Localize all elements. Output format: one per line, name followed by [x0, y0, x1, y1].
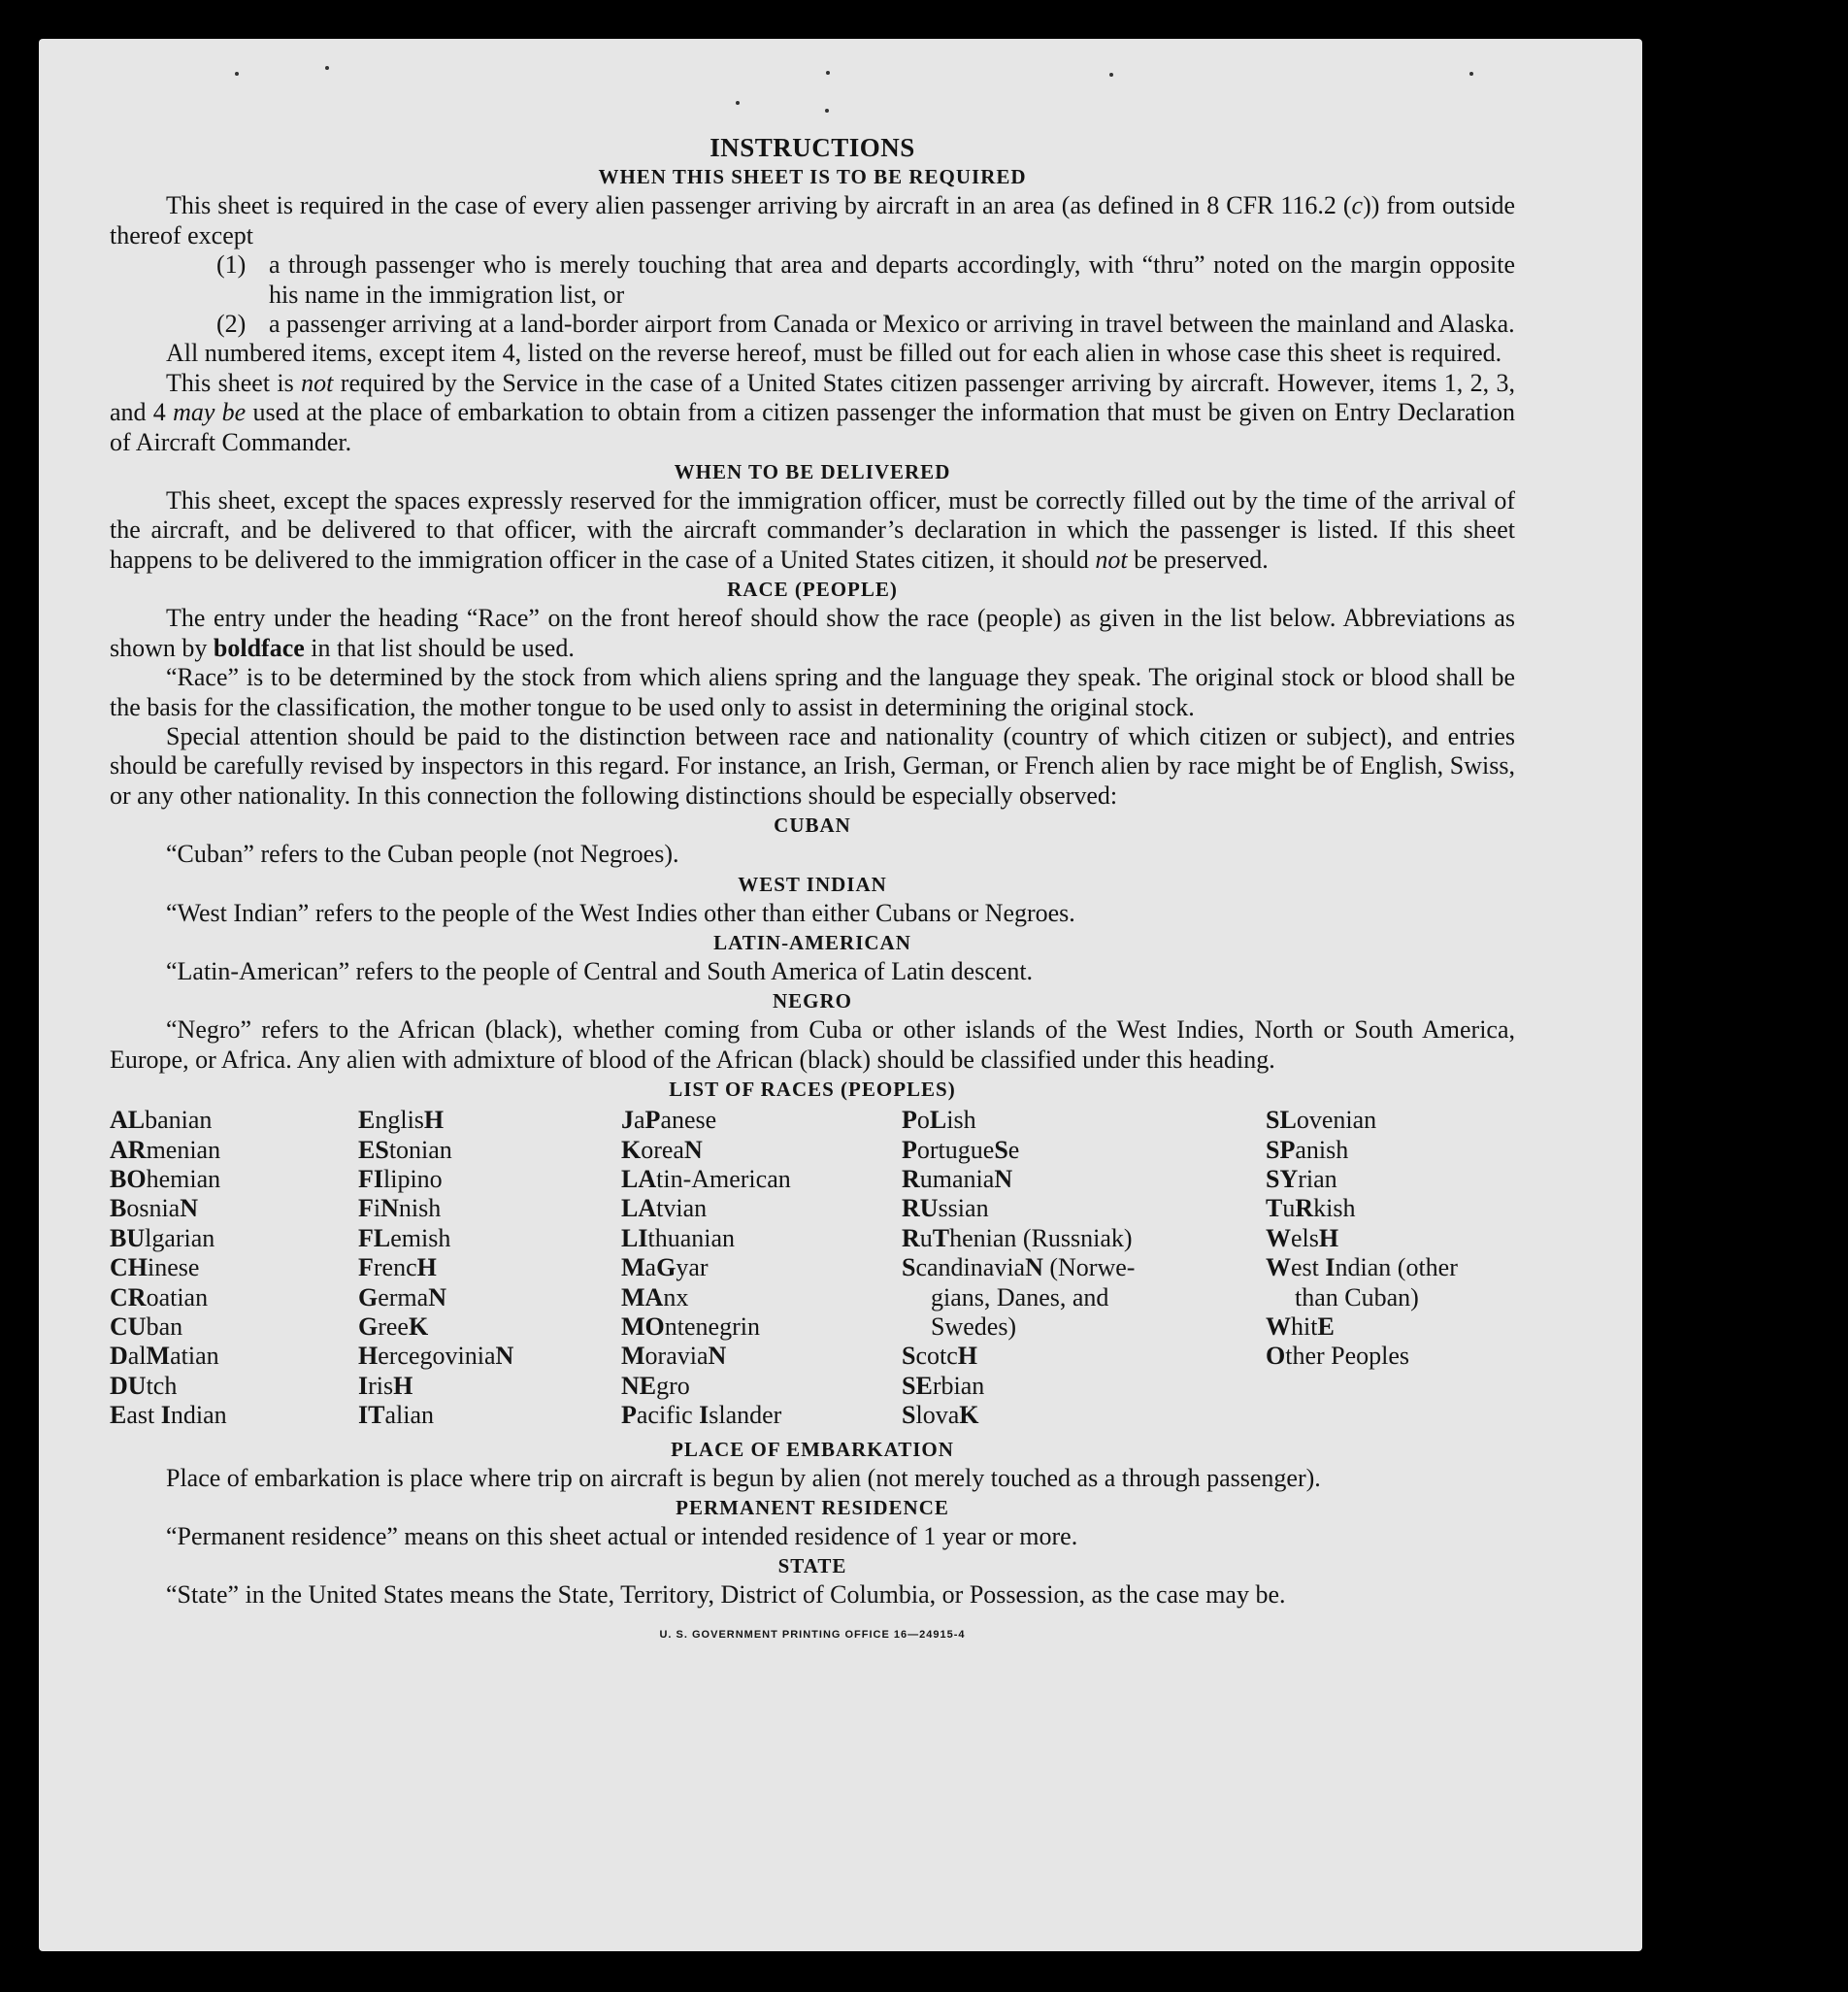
race-entry: BosniaN: [110, 1194, 199, 1223]
race-entry: RumaniaN: [902, 1164, 1013, 1193]
races-column: [902, 1106, 1266, 1430]
race-entry: PortugueSe: [902, 1135, 1020, 1164]
race-entry: WelsH: [1266, 1223, 1339, 1252]
race-entry: PoLish: [902, 1106, 976, 1135]
race-entry: DUtch: [110, 1371, 178, 1400]
race-entry: JaPanese: [621, 1106, 717, 1135]
race-entry: MAnx: [621, 1282, 689, 1311]
race-entry: SErbian: [902, 1371, 985, 1400]
race-entry: CHinese: [110, 1253, 200, 1282]
speck: [825, 109, 829, 113]
race-entry: SlovaK: [902, 1401, 979, 1430]
residence-text: “Permanent residence” means on this sheet actual or intended residence of 1 year or more.: [166, 1522, 1078, 1551]
document-body: [110, 133, 1515, 1649]
race-entry: IrisH: [358, 1371, 413, 1400]
race-nationality-text: Special attention should be paid to the distinction between race and nationality (country of which citizen or subject), and entries should be carefully revised by inspectors in this regard. For instance, an Irish, German, or French alien by race might be of English, Swiss, or any other nationality. In this connection the following distinctions should be especially observed:: [110, 721, 1515, 810]
heading-residence: PERMANENT RESIDENCE: [676, 1496, 949, 1520]
heading-state: STATE: [777, 1554, 847, 1578]
race-entry: ARmenian: [110, 1135, 221, 1164]
item-number: (1): [216, 250, 247, 280]
west-indian-text: “West Indian” refers to the people of the West Indies other than either Cubans or Negroes.: [166, 898, 1075, 927]
required-citizen-note: This sheet is not required by the Service in the case of a United States citizen passenger arriving by aircraft. However, items 1, 2, 3, and 4 may be used at the place of embarkation to obtain from a citizen passenger the information that must be given on Entry Declaration of Aircraft Commander.: [110, 368, 1515, 456]
race-entry: Other Peoples: [1266, 1342, 1410, 1371]
printer-imprint: U. S. GOVERNMENT PRINTING OFFICE 16—24915-4: [659, 1628, 966, 1641]
race-entry: FrencH: [358, 1253, 437, 1282]
speck: [1469, 72, 1473, 76]
heading-required: WHEN THIS SHEET IS TO BE REQUIRED: [598, 165, 1027, 189]
latin-american-text: “Latin-American” refers to the people of Central and South America of Latin descent.: [166, 956, 1034, 985]
race-entry: GreeK: [358, 1312, 429, 1341]
races-list: [110, 1106, 1515, 1430]
race-entry: SYrian: [1266, 1164, 1337, 1193]
race-entry: Swedes): [931, 1312, 1017, 1341]
heading-race: RACE (PEOPLE): [727, 578, 898, 602]
exception-item: [216, 310, 1515, 339]
races-column: [358, 1106, 621, 1430]
item-text: a through passenger who is merely touching that area and departs accordingly, with “thru” noted on the margin opposite his name in the immigration list, or: [269, 250, 1515, 309]
heading-delivered: WHEN TO BE DELIVERED: [674, 460, 951, 484]
race-entry: BUlgarian: [110, 1223, 215, 1252]
race-entry: RUssian: [902, 1194, 989, 1223]
race-entry: EStonian: [358, 1135, 452, 1164]
race-entry: ScandinaviaN (Norwe-: [902, 1253, 1136, 1282]
race-entry: RuThenian (Russniak): [902, 1223, 1133, 1252]
race-entry: MoraviaN: [621, 1342, 727, 1371]
race-entry: FIlipino: [358, 1164, 443, 1193]
race-entry: ITalian: [358, 1401, 434, 1430]
race-entry: West Indian (other: [1266, 1253, 1458, 1282]
exception-item: [216, 250, 1515, 310]
race-entry: KoreaN: [621, 1135, 703, 1164]
race-entry: LIthuanian: [621, 1223, 735, 1252]
race-entry: gians, Danes, and: [931, 1282, 1109, 1311]
race-entry: Pacific Islander: [621, 1401, 782, 1430]
item-number: (2): [216, 310, 247, 339]
race-entry: CRoatian: [110, 1282, 209, 1311]
race-definition-text: “Race” is to be determined by the stock from which aliens spring and the language they speak. The original stock or blood shall be the basis for the classification, the mother tongue to be used only to assist in determining the original stock.: [110, 663, 1515, 721]
state-text: “State” in the United States means the State, Territory, District of Columbia, or Possession, as the case may be.: [166, 1580, 1286, 1610]
race-entry: than Cuban): [1295, 1282, 1419, 1311]
item-text: a passenger arriving at a land-border airport from Canada or Mexico or arriving in travel between the mainland and Alaska.: [269, 310, 1515, 339]
race-entry: LAtvian: [621, 1194, 708, 1223]
race-entry: SLovenian: [1266, 1106, 1377, 1135]
speck: [736, 101, 740, 105]
race-entry: WhitE: [1266, 1312, 1335, 1341]
heading-embarkation: PLACE OF EMBARKATION: [671, 1437, 954, 1461]
heading-cuban: CUBAN: [774, 813, 851, 838]
race-entry: GermaN: [358, 1282, 446, 1311]
speck: [235, 72, 239, 76]
race-entry: ScotcH: [902, 1342, 978, 1371]
speck: [826, 71, 830, 75]
delivered-text: This sheet, except the spaces expressly reserved for the immigration officer, must be correctly filled out by the time of the arrival of the aircraft, and be delivered to that officer, with the aircraft commander’s declaration in which the passenger is listed. If this sheet happens to be delivered to the immigration officer in the case of a United States citizen, it should not be preserved.: [110, 486, 1515, 574]
races-column: [110, 1106, 358, 1430]
races-column: [621, 1106, 902, 1430]
required-intro: This sheet is required in the case of every alien passenger arriving by aircraft in an area (as defined in 8 CFR 116.2 (c)) from outside thereof except: [110, 191, 1515, 249]
heading-negro: NEGRO: [772, 989, 852, 1013]
race-entry: TuRkish: [1266, 1194, 1356, 1223]
race-entry: FiNnish: [358, 1194, 442, 1223]
heading-latin-american: LATIN-AMERICAN: [713, 930, 911, 954]
race-entry: BOhemian: [110, 1164, 221, 1193]
heading-west-indian: WEST INDIAN: [738, 872, 887, 896]
race-entry-text: The entry under the heading “Race” on the front hereof should show the race (people) as given in the list below. Abbreviations as shown by boldface in that list should be used.: [110, 604, 1515, 662]
cuban-text: “Cuban” refers to the Cuban people (not Negroes).: [166, 840, 679, 869]
race-entry: NEgro: [621, 1371, 690, 1400]
heading-list-of-races: LIST OF RACES (PEOPLES): [669, 1078, 956, 1102]
race-entry: DalMatian: [110, 1342, 219, 1371]
race-entry: LAtin-American: [621, 1164, 791, 1193]
race-entry: MaGyar: [621, 1253, 709, 1282]
required-numbered-items: All numbered items, except item 4, listed on the reverse hereof, must be filled out for each alien in whose case this sheet is required.: [166, 339, 1502, 368]
speck: [325, 66, 329, 70]
race-entry: HercegoviniaN: [358, 1342, 514, 1371]
race-entry: MOntenegrin: [621, 1312, 760, 1341]
races-column: [1266, 1106, 1515, 1430]
negro-text: “Negro” refers to the African (black), whether coming from Cuba or other islands of the West Indies, North or South America, Europe, or Africa. Any alien with admixture of blood of the African (black) should be classified under this heading.: [110, 1015, 1515, 1074]
speck: [1109, 73, 1113, 77]
race-entry: ALbanian: [110, 1106, 213, 1135]
race-entry: EnglisH: [358, 1106, 445, 1135]
race-entry: FLemish: [358, 1223, 451, 1252]
race-entry: SPanish: [1266, 1135, 1349, 1164]
embarkation-text: Place of embarkation is place where trip on aircraft is begun by alien (not merely touched as a through passenger).: [166, 1463, 1321, 1492]
page-title: INSTRUCTIONS: [710, 133, 915, 162]
race-entry: East Indian: [110, 1401, 227, 1430]
race-entry: CUban: [110, 1312, 183, 1341]
